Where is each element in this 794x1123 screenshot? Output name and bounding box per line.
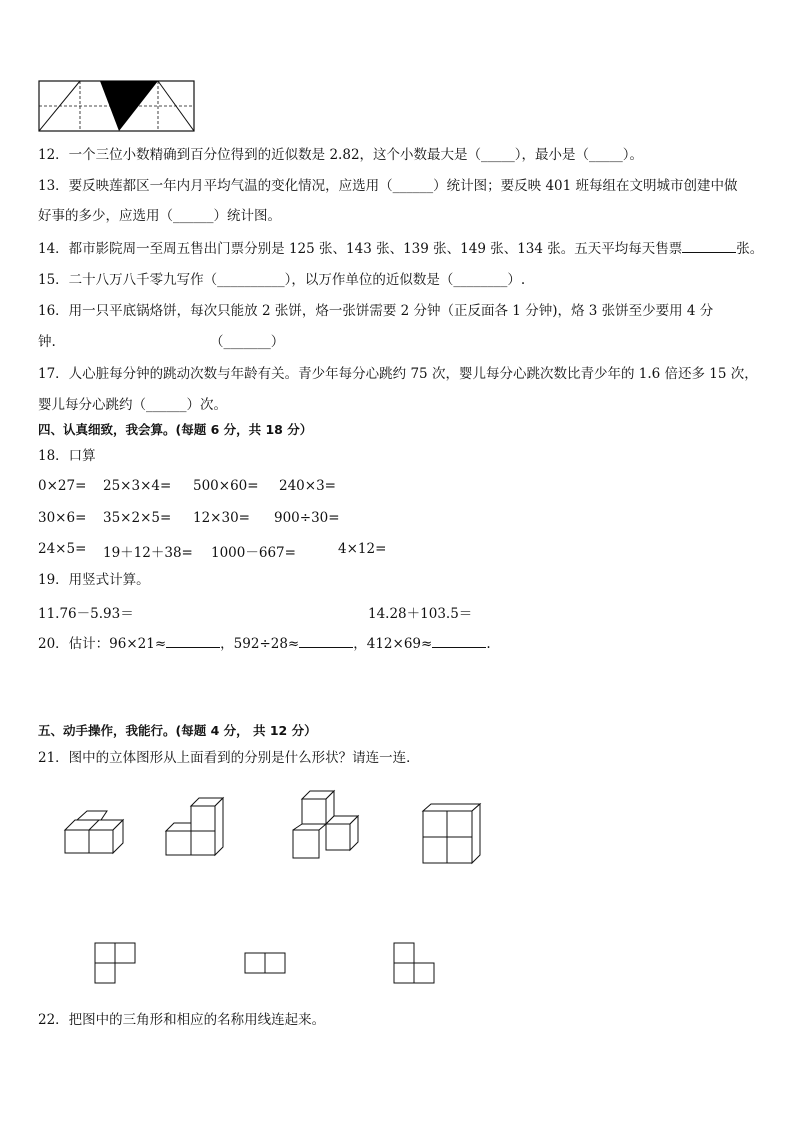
estimate-blank[interactable] — [299, 635, 353, 648]
solid-figure-1 — [64, 810, 126, 856]
section-5-heading: 五、动手操作，我能行。(每题 4 分， 共 12 分） — [38, 723, 317, 738]
question-17-line2: 婴儿每分心跳约（______）次。 — [38, 397, 227, 413]
question-14-text: 14．都市影院周一至周五售出门票分别是 125 张、143 张、139 张、149 张、134 张。五天平均每天售票 — [38, 241, 683, 257]
question-20-prefix: 20．估计：96×21≈ — [38, 636, 167, 652]
mental-math-item: 500×60= — [193, 478, 259, 494]
mental-math-item: 30×6= — [38, 510, 87, 526]
mental-math-item: 4×12= — [338, 541, 387, 557]
mental-math-item: 25×3×4= — [103, 478, 172, 494]
solid-figure-4 — [422, 803, 482, 865]
question-18-title: 18．口算 — [38, 448, 96, 464]
mental-math-item: 35×2×5= — [103, 510, 172, 526]
mental-math-item: 12×30= — [193, 510, 250, 526]
question-16-line1: 16．用一只平底锅烙饼，每次只能放 2 张饼，烙一张饼需要 2 分钟（正反面各 1 分钟)，烙 3 张饼至少要用 4 分 — [38, 303, 714, 319]
mental-math-item: 24×5= — [38, 541, 87, 557]
question-20-suffix: . — [486, 636, 491, 652]
mental-math-item: 900÷30= — [274, 510, 340, 526]
vertical-calc-right: 14.28＋103.5＝ — [368, 606, 473, 622]
question-16-label: 钟. — [38, 334, 56, 350]
answer-blank[interactable] — [682, 240, 736, 253]
question-19-title: 19．用竖式计算。 — [38, 572, 150, 588]
estimate-blank[interactable] — [432, 635, 486, 648]
folded-square-figure — [38, 80, 195, 132]
top-view-two-squares — [244, 952, 286, 974]
mental-math-item: 0×27= — [38, 478, 87, 494]
mental-math-item: 1000－667= — [211, 545, 296, 561]
top-view-reverse-L — [393, 942, 435, 984]
vertical-calc-left: 11.76－5.93＝ — [38, 606, 134, 622]
question-14 — [38, 240, 763, 258]
question-13-line2: 好事的多少，应选用（______）统计图。 — [38, 208, 281, 224]
estimate-blank[interactable] — [166, 635, 220, 648]
question-16-line2 — [38, 333, 285, 351]
question-20 — [38, 635, 491, 653]
question-12: 12．一个三位小数精确到百分位得到的近似数是 2.82，这个小数最大是（_____），最小是（_____）。 — [38, 147, 644, 163]
question-22: 22．把图中的三角形和相应的名称用线连起来。 — [38, 1012, 326, 1028]
solid-figure-3 — [292, 790, 360, 860]
top-view-L-shape — [94, 942, 136, 984]
mental-math-item: 240×3= — [279, 478, 336, 494]
question-20-mid1: ，592÷28≈ — [220, 636, 300, 652]
question-15: 15．二十八万八千零九写作（__________），以万作单位的近似数是（________）. — [38, 272, 526, 288]
solid-figure-2 — [165, 797, 225, 857]
question-14-unit: 张。 — [736, 241, 764, 257]
question-17-line1: 17．人心脏每分钟的跳动次数与年龄有关。青少年每分心跳约 75 次，婴儿每分心跳次数比青少年的 1.6 倍还多 15 次， — [38, 366, 758, 382]
question-21: 21．图中的立体图形从上面看到的分别是什么形状？请连一连． — [38, 750, 420, 766]
question-20-mid2: ，412×69≈ — [353, 636, 433, 652]
mental-math-item: 19＋12＋38= — [103, 545, 193, 561]
section-4-heading: 四、认真细致，我会算。(每题 6 分，共 18 分） — [38, 422, 313, 437]
question-16-answer: （_______） — [210, 334, 285, 350]
question-13-line1: 13．要反映莲都区一年内月平均气温的变化情况，应选用（______）统计图；要反映 401 班每组在文明城市创建中做 — [38, 178, 738, 194]
